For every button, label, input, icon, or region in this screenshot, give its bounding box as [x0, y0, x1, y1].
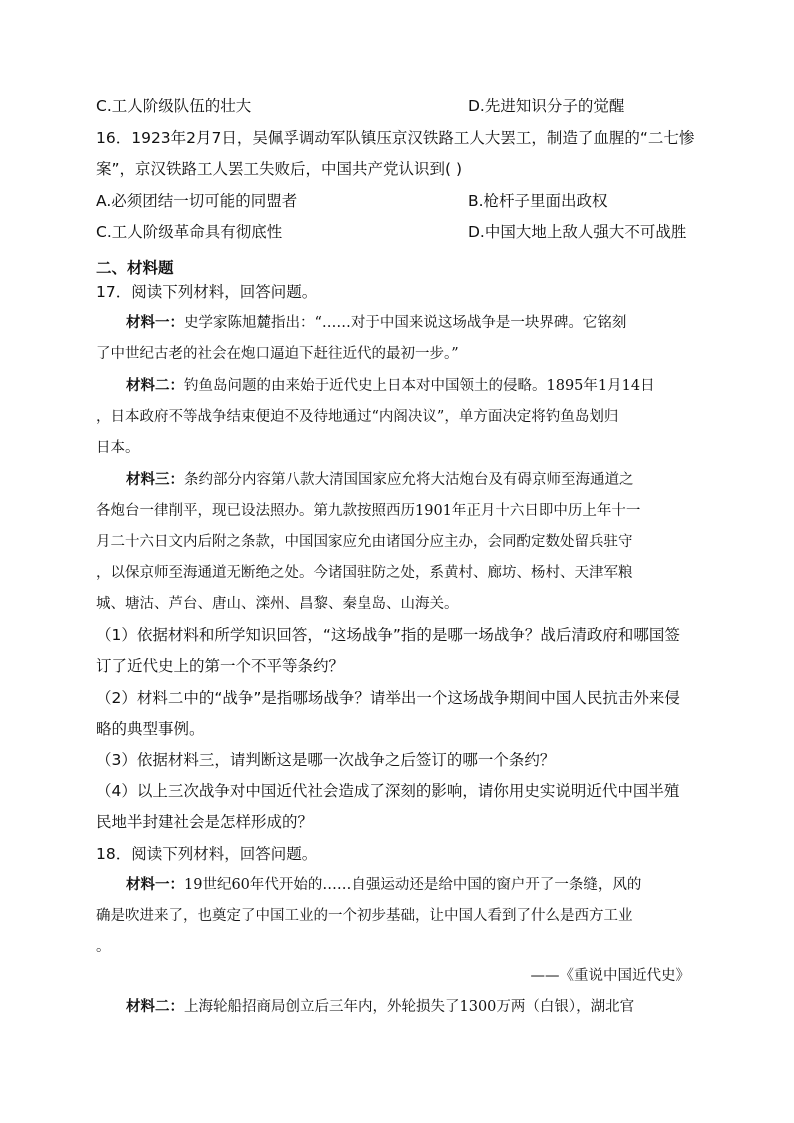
q16-option-b: B.枪杆子里面出政权 — [468, 192, 608, 210]
q17-material-3-text-1: 条约部分内容第八款大清国国家应允将大沽炮台及有碍京师至海通道之 — [184, 472, 634, 488]
q16-options-row-1 — [96, 191, 700, 211]
q17-material-2-line-2: ，日本政府不等战争结束便迫不及待地通过“内阁决议”，单方面决定将钓鱼岛划归 — [96, 409, 619, 425]
q18-material-2-text-1: 上海轮船招商局创立后三年内，外轮损失了1300万两（白银），湖北官 — [184, 999, 635, 1015]
q18-material-1-line-2: 确是吹进来了，也奠定了中国工业的一个初步基础，让中国人看到了什么是西方工业 — [96, 908, 633, 924]
q17-subquestion-1-line-2: 订了近代史上的第一个不平等条约？ — [96, 657, 345, 675]
q17-subquestion-2-line-1: （2）材料二中的“战争”是指哪场战争？请举出一个这场战争期间中国人民抗击外来侵 — [96, 689, 680, 707]
q18-material-2-line-1 — [126, 997, 730, 1017]
q18-material-2-label: 材料二： — [126, 998, 184, 1015]
q17-material-2-label: 材料二： — [126, 377, 184, 394]
q17-material-2-text-1: 钓鱼岛问题的由来始于近代史上日本对中国领土的侵略。1895年1月14日 — [184, 378, 655, 394]
q17-stem: 17．阅读下列材料，回答问题。 — [96, 283, 318, 301]
q18-material-1-line-1 — [126, 875, 730, 895]
q17-material-3-line-4: ，以保京师至海通道无断绝之处。今诸国驻防之处，系黄村、廊坊、杨村、天津军粮 — [96, 565, 633, 581]
q18-material-1-label: 材料一： — [126, 876, 184, 893]
q17-material-1-label: 材料一： — [126, 314, 184, 331]
q16-options-row-2 — [96, 222, 700, 242]
q17-material-3-line-3: 月二十六日文内后附之条款，中国国家应允由诸国分应主办，会同酌定数处留兵驻守 — [96, 534, 633, 550]
q16-option-d: D.中国大地上敌人强大不可战胜 — [468, 223, 687, 241]
q17-subquestion-1-line-1: （1）依据材料和所学知识回答，“这场战争”指的是哪一场战争？战后清政府和哪国签 — [96, 626, 680, 644]
q18-material-1-text-1: 19世纪60年代开始的……自强运动还是给中国的窗户开了一条缝，风的 — [184, 877, 642, 893]
q17-material-1-line-1 — [126, 313, 730, 333]
q17-material-1-text-1: 史学家陈旭麓指出：“……对于中国来说这场战争是一块界碑。它铭刻 — [184, 315, 627, 331]
q17-subquestion-2-line-2: 略的典型事例。 — [96, 720, 205, 738]
q15-option-c: C.工人阶级队伍的壮大 — [96, 97, 252, 115]
q17-subquestion-3-line-1: （3）依据材料三，请判断这是哪一次战争之后签订的哪一个条约？ — [96, 751, 556, 769]
q18-stem: 18．阅读下列材料，回答问题。 — [96, 845, 318, 863]
q17-material-3-line-1 — [126, 470, 730, 490]
q15-options-row — [96, 96, 700, 116]
q16-option-c: C.工人阶级革命具有彻底性 — [96, 223, 283, 241]
q16-stem-line-1: 16．1923年2月7日，吴佩孚调动军队镇压京汉铁路工人大罢工，制造了血腥的“二七惨 — [96, 129, 695, 147]
q15-option-d: D.先进知识分子的觉醒 — [468, 97, 625, 115]
q17-subquestion-4-line-2: 民地半封建社会是怎样形成的？ — [96, 813, 314, 831]
section-title: 二、材料题 — [96, 259, 174, 277]
q17-material-2-line-3: 日本。 — [96, 440, 140, 456]
q17-material-2-line-1 — [126, 376, 730, 396]
q18-material-1-line-3: 。 — [96, 939, 111, 955]
q17-material-3-line-2: 各炮台一律削平，现已设法照办。第九款按照西历1901年正月十六日即中历上年十一 — [96, 503, 641, 519]
q18-material-1-source: ——《重说中国近代史》 — [530, 968, 690, 984]
q17-material-3-label: 材料三： — [126, 471, 184, 488]
q17-material-1-line-2: 了中世纪古老的社会在炮口逼迫下赶往近代的最初一步。” — [96, 346, 459, 362]
q16-option-a: A.必须团结一切可能的同盟者 — [96, 192, 298, 210]
q17-material-3-line-5: 城、塘沽、芦台、唐山、滦州、昌黎、秦皇岛、山海关。 — [96, 596, 459, 612]
q16-stem-line-2: 案”，京汉铁路工人罢工失败后，中国共产党认识到( ) — [96, 160, 463, 178]
q17-subquestion-4-line-1: （4）以上三次战争对中国近代社会造成了深刻的影响，请你用史实说明近代中国半殖 — [96, 782, 680, 800]
